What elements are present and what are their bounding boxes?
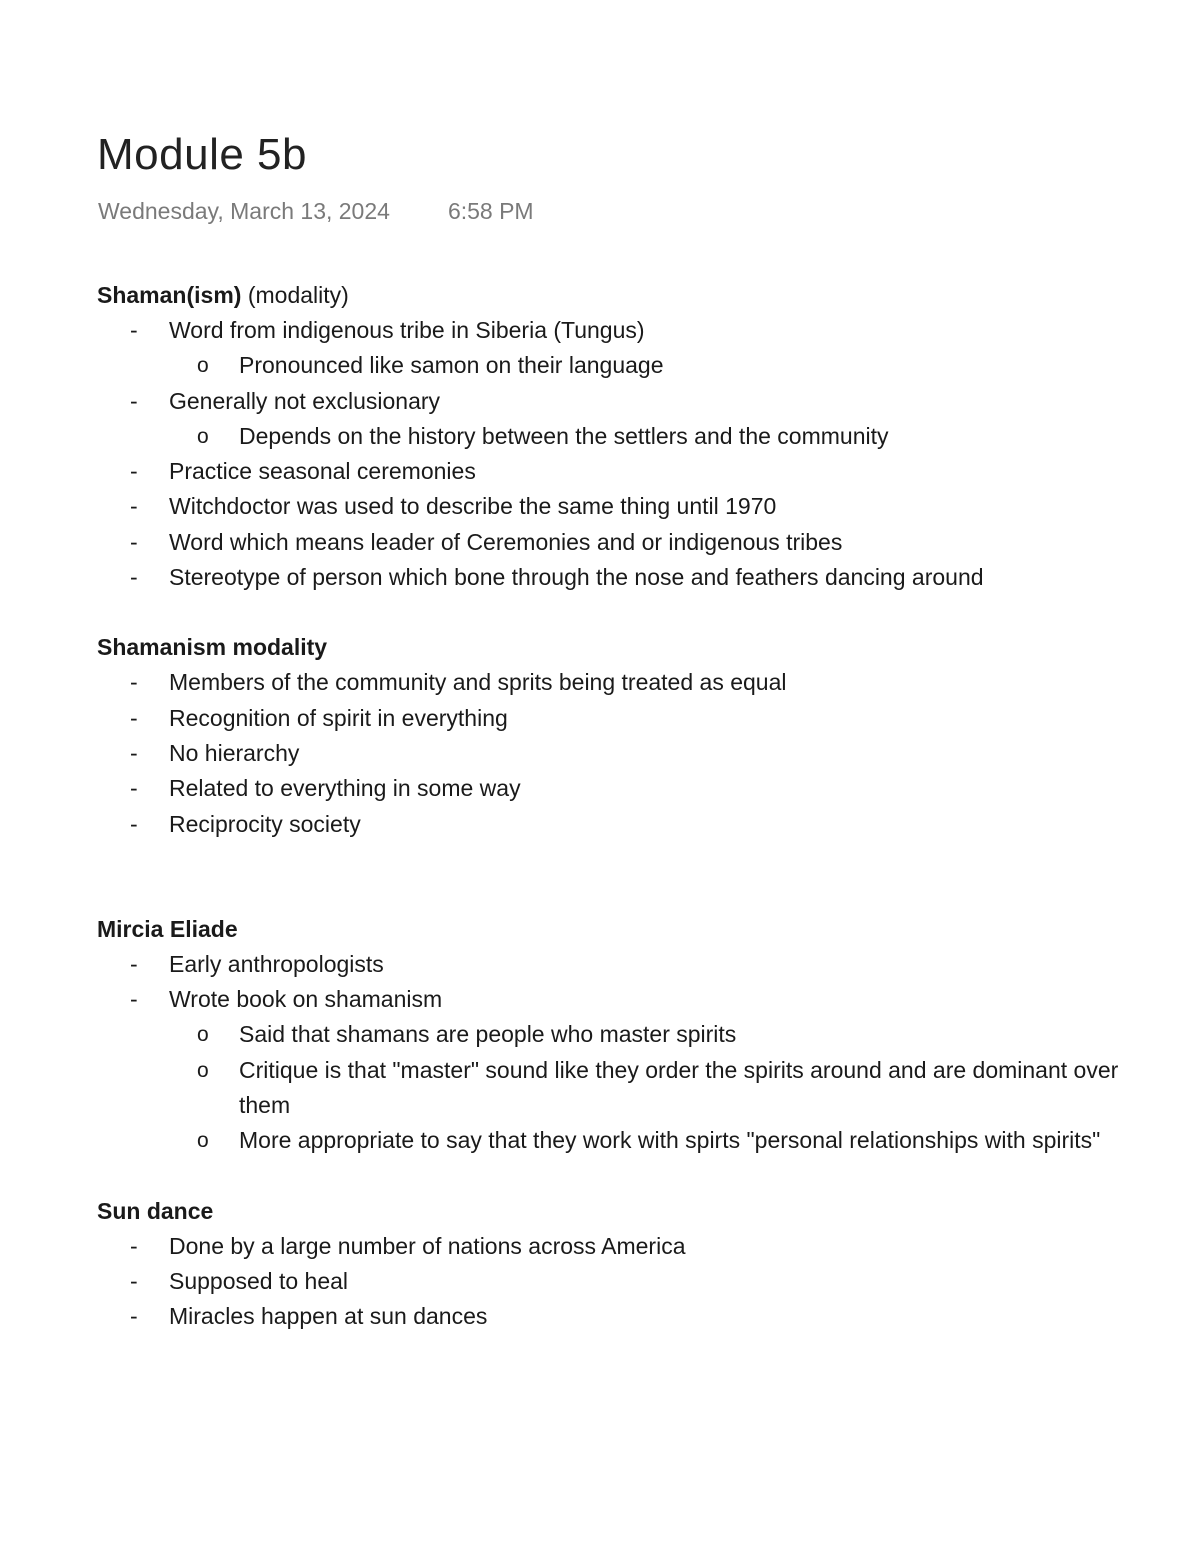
dash-bullet: - xyxy=(130,528,138,555)
note-date: Wednesday, March 13, 2024 xyxy=(98,198,390,224)
list-item xyxy=(97,1229,1157,1264)
dash-bullet: - xyxy=(130,317,138,343)
section-heading-bold: Shamanism modality xyxy=(97,634,328,661)
section-heading xyxy=(97,278,1157,313)
list-item xyxy=(97,1299,1157,1334)
list-item-text: Word which means leader of Ceremonies and or indigenous tribes xyxy=(169,528,843,555)
note-body xyxy=(97,278,1157,1335)
section-heading xyxy=(97,630,1157,665)
circle-bullet: o xyxy=(197,354,209,378)
dash-bullet: - xyxy=(130,739,138,766)
list-item-text: Members of the community and sprits being treated as equal xyxy=(169,669,787,696)
section-shamanism-modality xyxy=(97,630,1157,841)
list-item-text: More appropriate to say that they work with spirts "personal relationships with spirits" xyxy=(239,1127,1101,1154)
sub-list-item xyxy=(97,419,1157,454)
circle-bullet: o xyxy=(197,1129,209,1153)
list-item-text: Miracles happen at sun dances xyxy=(169,1303,488,1330)
list-item xyxy=(97,560,1157,595)
spacer xyxy=(97,595,1157,630)
list-item-text: Related to everything in some way xyxy=(169,775,521,802)
note-time: 6:58 PM xyxy=(447,198,534,224)
list-item xyxy=(97,701,1157,736)
section-heading-bold: Mircia Eliade xyxy=(97,915,238,942)
section-heading-bold: Shaman(ism) xyxy=(97,282,242,308)
list-item-text: Done by a large number of nations across America xyxy=(169,1232,686,1259)
dash-bullet: - xyxy=(130,1232,138,1259)
sub-list-item xyxy=(97,1017,1157,1052)
list-item-text: Said that shamans are people who master spirits xyxy=(239,1021,737,1048)
list-item xyxy=(97,771,1157,806)
dash-bullet: - xyxy=(130,775,138,802)
list-item-text: No hierarchy xyxy=(169,739,300,766)
dash-bullet: - xyxy=(130,810,138,837)
list-item-text: Critique is that "master" sound like they order the spirits around and are dominant over them xyxy=(239,1056,1119,1119)
circle-bullet: o xyxy=(197,1058,209,1082)
list-item xyxy=(97,313,1157,348)
section-heading xyxy=(97,912,1157,947)
list-item-text: Practice seasonal ceremonies xyxy=(169,458,476,485)
section-heading-bold: Sun dance xyxy=(97,1197,214,1224)
sub-list-item xyxy=(97,1123,1157,1158)
list-item-text: Recognition of spirit in everything xyxy=(169,704,508,731)
list-item-text: Depends on the history between the settlers and the community xyxy=(239,422,889,449)
section-heading-rest: (modality) xyxy=(241,282,349,308)
spacer xyxy=(97,842,1157,912)
dash-bullet: - xyxy=(130,704,138,731)
dash-bullet: - xyxy=(130,986,138,1013)
section-shamanism xyxy=(97,278,1157,595)
spacer xyxy=(97,1159,1157,1194)
dash-bullet: - xyxy=(130,1267,138,1294)
list-item-text: Pronounced like samon on their language xyxy=(239,352,664,379)
list-item-text: Word from indigenous tribe in Siberia (Tungus) xyxy=(169,317,645,343)
note-timestamp xyxy=(98,198,534,225)
list-item xyxy=(97,525,1157,560)
list-item xyxy=(97,454,1157,489)
list-item-text: Early anthropologists xyxy=(169,950,384,977)
dash-bullet: - xyxy=(130,387,138,414)
dash-bullet: - xyxy=(130,1303,138,1330)
list-item xyxy=(97,384,1157,419)
dash-bullet: - xyxy=(130,669,138,696)
page-title: Module 5b xyxy=(97,130,307,179)
list-item-text: Reciprocity society xyxy=(169,810,361,837)
list-item-text: Wrote book on shamanism xyxy=(169,986,443,1013)
dash-bullet: - xyxy=(130,564,138,591)
list-item-text: Generally not exclusionary xyxy=(169,387,441,414)
section-sun-dance xyxy=(97,1194,1157,1335)
list-item-text: Supposed to heal xyxy=(169,1267,349,1294)
list-item xyxy=(97,736,1157,771)
section-mircia-eliade xyxy=(97,912,1157,1159)
sub-list-item xyxy=(97,348,1157,383)
circle-bullet: o xyxy=(197,1023,209,1047)
sub-list-item xyxy=(97,1053,1157,1124)
list-item xyxy=(97,947,1157,982)
list-item xyxy=(97,982,1157,1017)
list-item-text: Witchdoctor was used to describe the same thing until 1970 xyxy=(169,493,777,520)
list-item xyxy=(97,807,1157,842)
dash-bullet: - xyxy=(130,493,138,520)
dash-bullet: - xyxy=(130,950,138,977)
circle-bullet: o xyxy=(197,424,209,448)
list-item xyxy=(97,1264,1157,1299)
list-item xyxy=(97,665,1157,700)
section-heading xyxy=(97,1194,1157,1229)
list-item xyxy=(97,489,1157,524)
dash-bullet: - xyxy=(130,458,138,485)
list-item-text: Stereotype of person which bone through the nose and feathers dancing around xyxy=(169,564,984,591)
